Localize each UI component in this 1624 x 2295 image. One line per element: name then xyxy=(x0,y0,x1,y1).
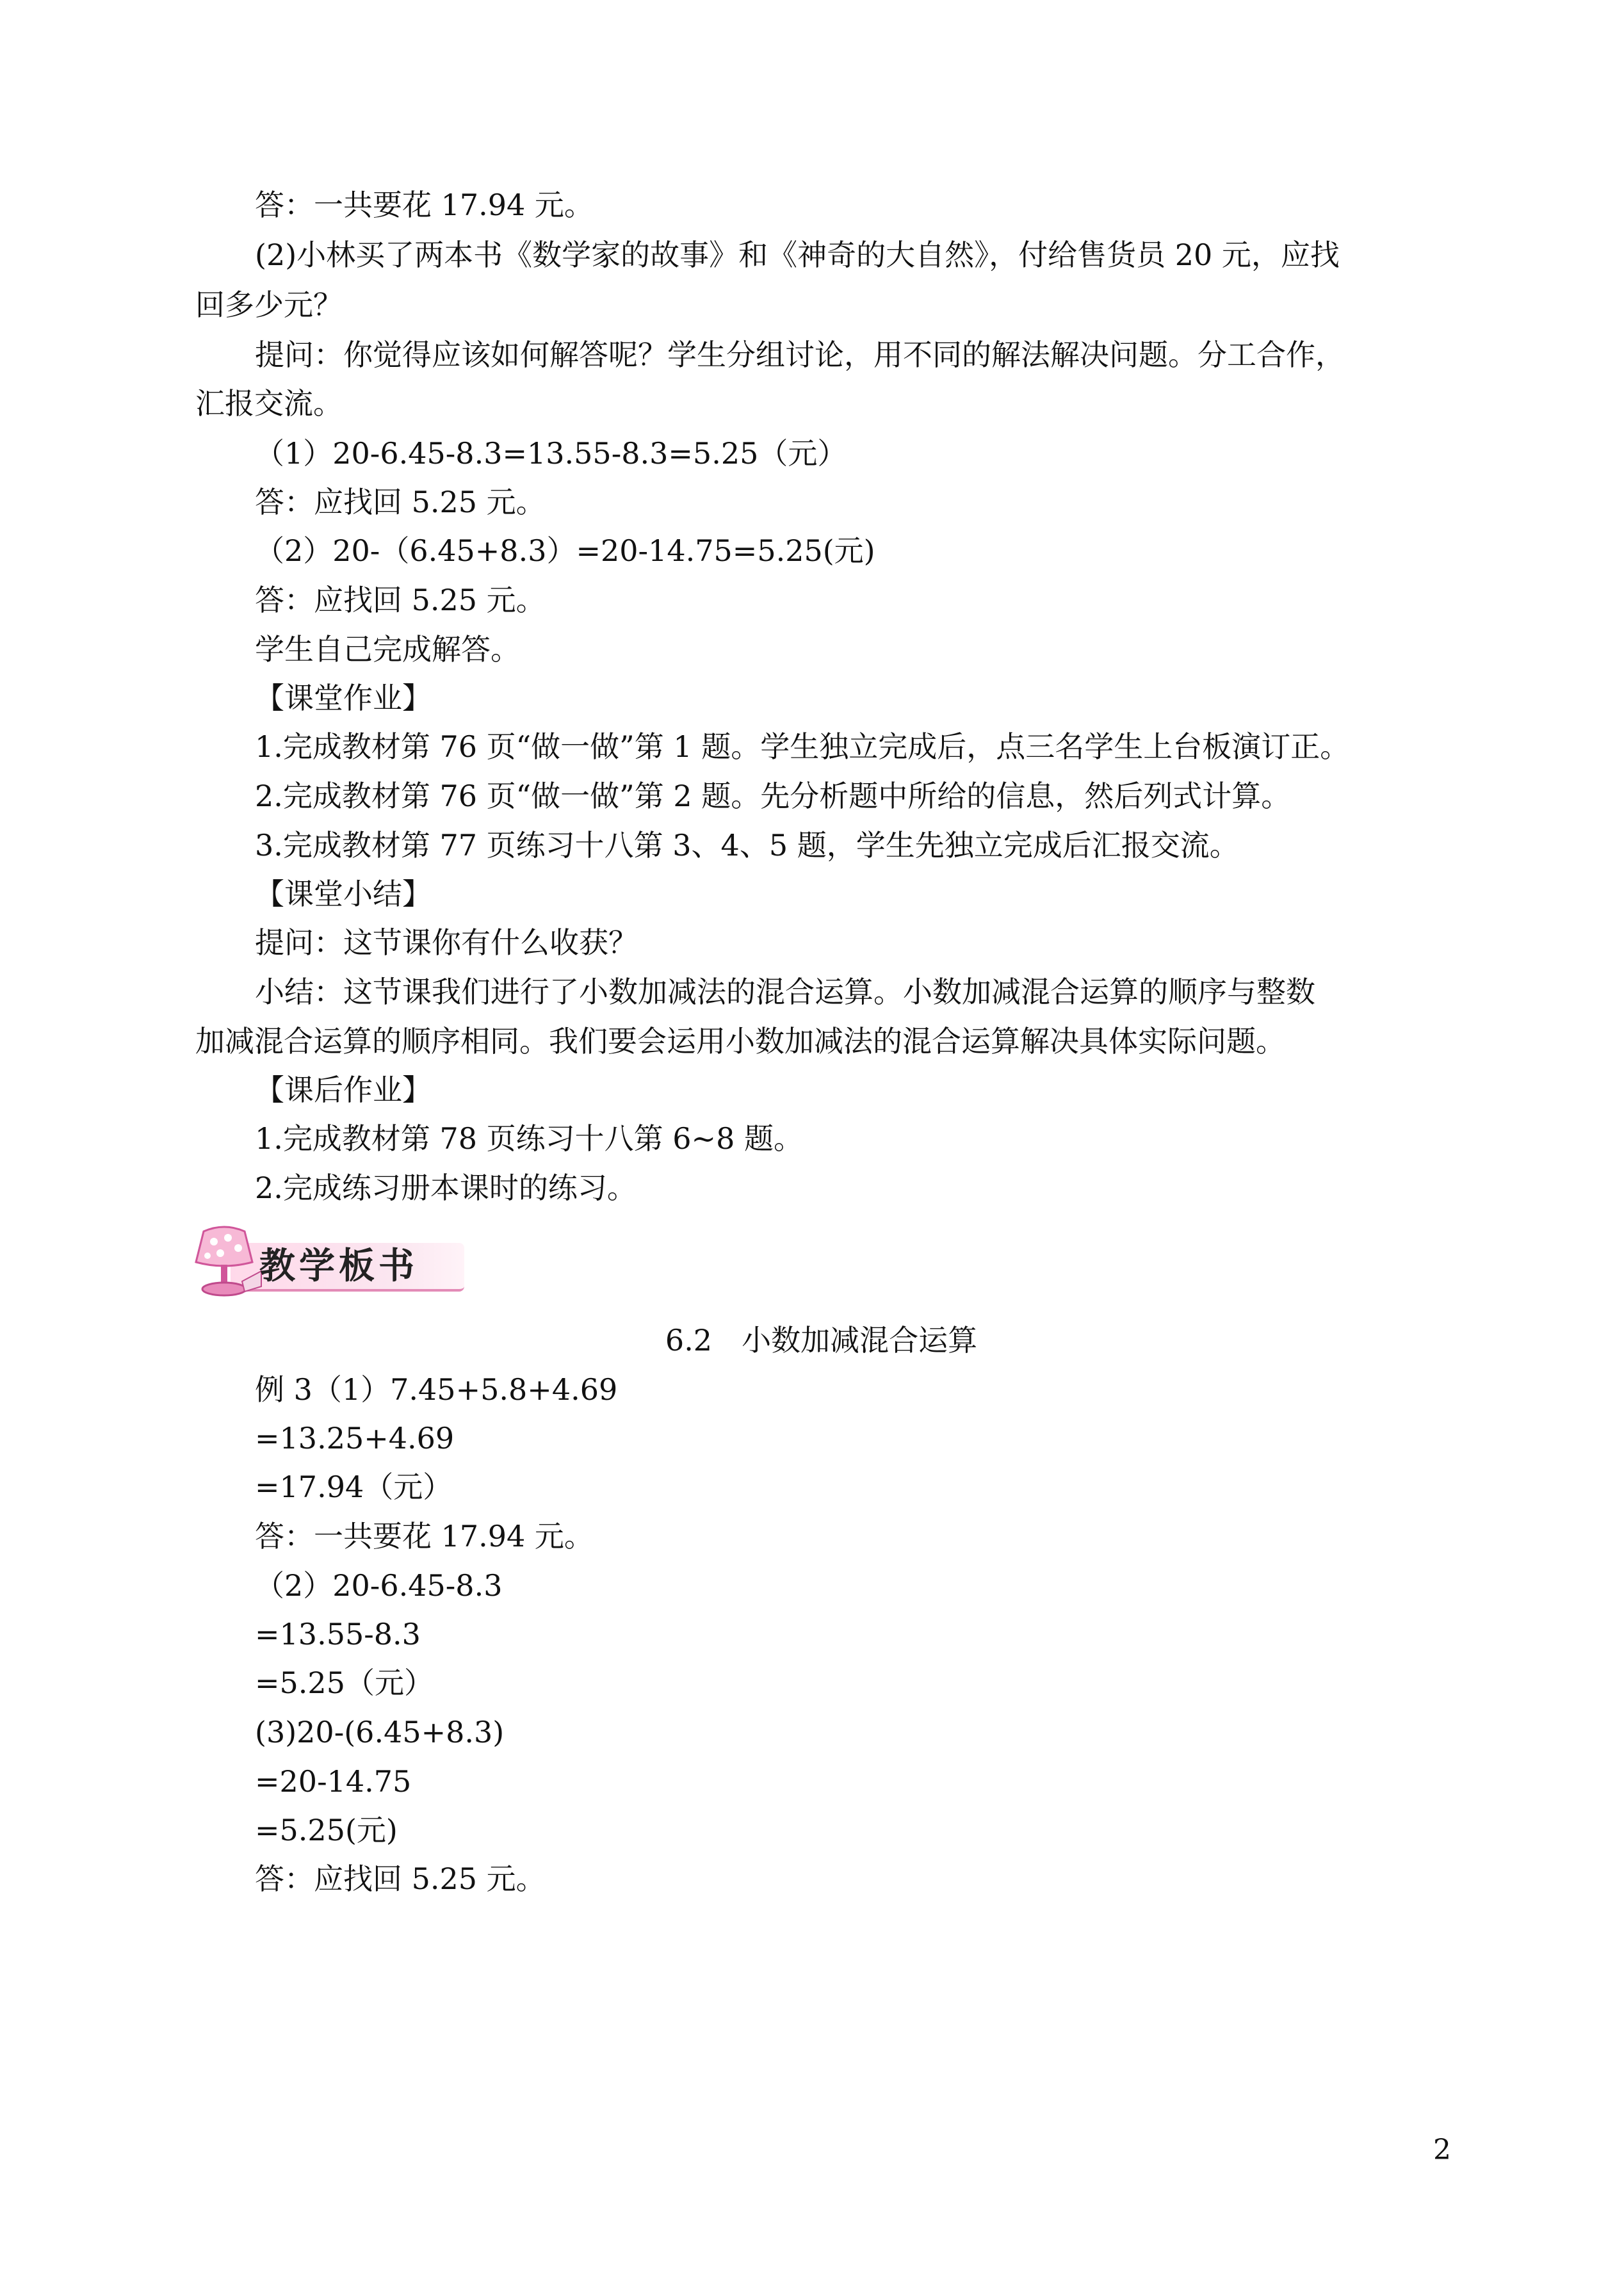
text-line: 答：应找回 5.25 元。 xyxy=(255,583,546,617)
text-line: 学生自己完成解答。 xyxy=(255,632,520,667)
board-line: =17.94（元） xyxy=(255,1470,453,1504)
text-line: （1）20-6.45-8.3=13.55-8.3=5.25（元） xyxy=(255,436,847,471)
text-line: 2.完成教材第 76 页“做一做”第 2 题。先分析题中所给的信息，然后列式计算。 xyxy=(255,779,1291,813)
text-line: 1.完成教材第 78 页练习十八第 6~8 题。 xyxy=(255,1121,803,1156)
board-line: (3)20-(6.45+8.3) xyxy=(255,1715,505,1749)
text-line: 加减混合运算的顺序相同。我们要会运用小数加减法的混合运算解决具体实际问题。 xyxy=(195,1024,1285,1058)
board-line: =13.25+4.69 xyxy=(255,1421,455,1456)
text-line: 汇报交流。 xyxy=(195,386,343,421)
text-line: 答：一共要花 17.94 元。 xyxy=(255,188,594,222)
board-heading: 6.2 小数加减混合运算 xyxy=(665,1323,978,1358)
board-line: （2）20-6.45-8.3 xyxy=(255,1568,503,1603)
text-line: 提问：你觉得应该如何解答呢？学生分组讨论，用不同的解法解决问题。分工合作， xyxy=(255,337,1345,372)
page-number: 2 xyxy=(1433,2134,1451,2166)
board-banner xyxy=(186,1220,471,1303)
text-line: 1.完成教材第 76 页“做一做”第 1 题。学生独立完成后，点三名学生上台板演订正。 xyxy=(255,729,1350,764)
board-line: =13.55-8.3 xyxy=(255,1617,421,1651)
board-line: =5.25（元） xyxy=(255,1666,434,1700)
section-heading: 【课堂小结】 xyxy=(255,877,432,911)
text-line: 2.完成练习册本课时的练习。 xyxy=(255,1171,637,1205)
banner-title: 教学板书 xyxy=(259,1245,418,1287)
board-line: =20-14.75 xyxy=(255,1764,412,1799)
board-line: =5.25(元) xyxy=(255,1813,398,1847)
text-line: 回多少元？ xyxy=(195,288,343,322)
text-line: 答：应找回 5.25 元。 xyxy=(255,485,546,519)
section-heading: 【课堂作业】 xyxy=(255,681,432,715)
text-line: 3.完成教材第 77 页练习十八第 3、4、5 题，学生先独立完成后汇报交流。 xyxy=(255,828,1239,863)
lamp-icon xyxy=(186,1220,263,1303)
section-heading: 【课后作业】 xyxy=(255,1073,432,1107)
text-line: （2）20-（6.45+8.3）=20-14.75=5.25(元) xyxy=(255,533,875,568)
text-line: (2)小林买了两本书《数学家的故事》和《神奇的大自然》，付给售货员 20 元，应找 xyxy=(255,238,1340,272)
text-line: 提问：这节课你有什么收获？ xyxy=(255,925,638,960)
board-line: 答：一共要花 17.94 元。 xyxy=(255,1519,594,1553)
text-line: 小结：这节课我们进行了小数加减法的混合运算。小数加减混合运算的顺序与整数 xyxy=(255,975,1315,1009)
board-line: 答：应找回 5.25 元。 xyxy=(255,1861,546,1896)
board-line: 例 3（1）7.45+5.8+4.69 xyxy=(255,1372,618,1407)
